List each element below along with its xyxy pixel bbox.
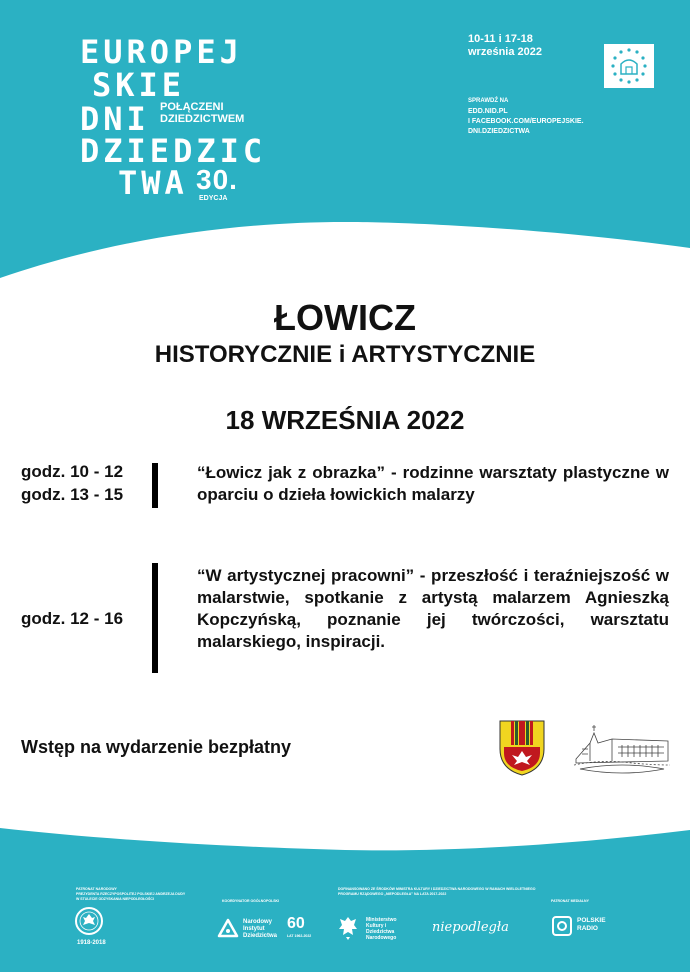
event-dates-line-2: września 2022 [468,46,542,58]
patronage-years: 1918-2018 [77,940,106,946]
page-subtitle: HISTORYCZNIE i ARTYSTYCZNIE [154,341,536,368]
niepodlegla-logo: niepodległa [432,920,509,935]
edition-number: 30. [196,164,238,195]
logo-line-4: DZIEDZIC [80,132,267,170]
coat-of-arms-icon [498,719,546,777]
nid-years: 60 [287,915,305,932]
polish-eagle-icon [337,915,359,941]
event-2-time: godz. 12 - 16 [21,609,124,628]
logo-line-2: SKIE [92,66,186,104]
polskie-radio-name: POLSKIE RADIO [577,917,606,932]
nid-name: Narodowy Instytut Dziedzictwa [243,919,278,939]
logo-line-1: EUROPEJ [80,33,243,71]
ministry-name: Ministerstwo Kultury i Dziedzictwa Narodowego [366,917,397,941]
museum-building-icon [572,721,672,779]
event-dates-line-1: 10-11 i 17-18 [468,33,533,45]
nid-logo-icon [217,918,239,940]
heritage-emblem-icon [604,44,654,88]
media-patronage-label: PATRONAT MEDIALNY [551,899,589,903]
logo-line-3: DNI [80,100,150,138]
subtitle-line-2: DZIEDZICTWEM [160,113,245,125]
coordinator-label: KOORDYNATOR OGÓLNOPOLSKI [222,899,280,903]
link-facebook-cont[interactable]: DNI.DZIEDZICTWA [468,128,530,135]
event-1-time-1: godz. 10 - 12 [21,462,124,481]
subtitle-line-1: POŁĄCZENI [160,101,224,113]
event-1-divider [152,463,158,508]
page-title: ŁOWICZ [274,297,416,338]
patronage-label: PATRONAT NARODOWY PREZYDENTA RZECZYPOSPOLITEJ POLSKIEJ ANDRZEJA DUDY W STULECIE ODZYSKANIA NIEPODLEGŁOŚCI [76,887,186,901]
event-1-description: “Łowicz jak z obrazka” - rodzinne warsztaty plastyczne w oparciu o dzieła łowickich malarzy [197,463,669,504]
nid-years-sub: LAT 1962-2022 [287,934,312,938]
edition-label: EDYCJA [199,195,228,202]
admission-note: Wstęp na wydarzenie bezpłatny [21,737,292,757]
event-2-description: “W artystycznej pracowni” - przeszłość i teraźniejszość w malarstwie, spotkanie z artystą malarzem Agnieszką Kopczyńską, poznanie jej twórczości, warsztatu malarskiego, inspiracji. [197,566,669,651]
event-1-time-2: godz. 13 - 15 [21,485,124,504]
polskie-radio-icon [552,916,572,936]
check-label: SPRAWDŹ NA [468,98,509,104]
link-facebook[interactable]: I FACEBOOK.COM/EUROPEJSKIE. [468,118,584,125]
funding-label: DOFINANSOWANO ZE ŚRODKÓW MINISTRA KULTURY I DZIEDZICTWA NARODOWEGO W RAMACH WIELOLETNIEGO PROGRAMU RZĄDOWEGO „NIEPODLEGŁA” NA LATA 2017-2022 [338,887,536,896]
link-website[interactable]: EDD.NID.PL [468,108,508,115]
presidential-seal-icon [75,907,103,935]
event-date: 18 WRZEŚNIA 2022 [225,405,465,435]
event-2-divider [152,563,158,673]
logo-line-5: TWA [118,164,188,202]
